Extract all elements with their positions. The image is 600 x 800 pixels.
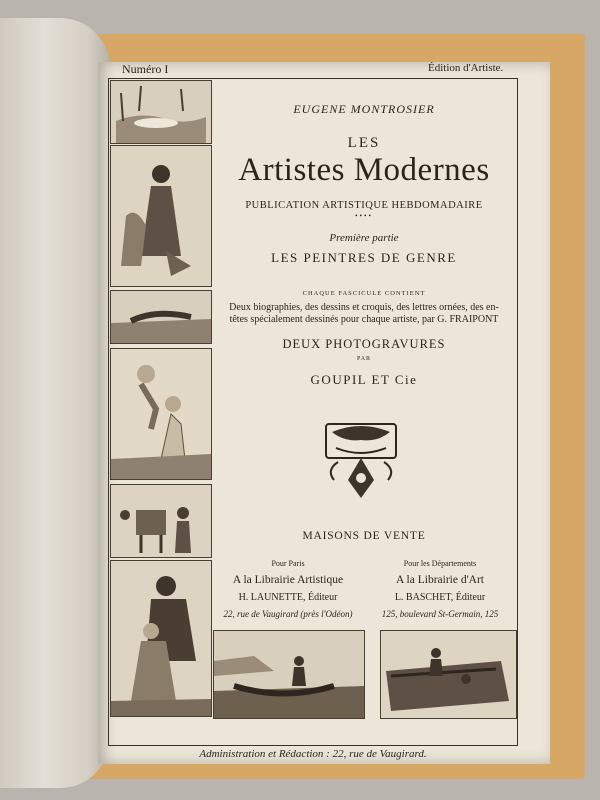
- illustration-donkey-scene: [110, 484, 212, 558]
- paris-editeur: H. LAUNETTE, Éditeur: [238, 592, 338, 603]
- illustration-rowing-scene: [213, 630, 365, 719]
- illustration-standing-woman: [110, 145, 212, 287]
- paris-librairie: A la Librairie Artistique: [232, 574, 344, 586]
- edition-label: Édition d'Artiste.: [428, 62, 504, 74]
- section-title: LES PEINTRES DE GENRE: [271, 250, 457, 265]
- author-name: EUGENE MONTROSIER: [293, 102, 435, 116]
- partie-label: Première partie: [329, 232, 399, 244]
- illustration-barge-scene: [380, 630, 517, 719]
- photogravures-label: DEUX PHOTOGRAVURES: [282, 337, 446, 351]
- departements-heading: Pour les Départements: [403, 559, 477, 568]
- small-ornament: ••••: [355, 212, 373, 220]
- maisons-heading: MAISONS DE VENTE: [302, 530, 426, 542]
- contient-label: CHAQUE FASCICULE CONTIENT: [302, 290, 426, 297]
- paris-address: 22, rue de Vaugirard (près l'Odéon): [223, 609, 353, 619]
- illustration-reclining-figure: [110, 80, 212, 144]
- par-label: PAR: [356, 356, 372, 362]
- decorative-ornament: [318, 418, 404, 504]
- footer-address: Administration et Rédaction : 22, rue de Vaugirard.: [199, 748, 427, 760]
- publisher-goupil: GOUPIL ET Cie: [310, 372, 418, 387]
- illustration-cupid-nude: [110, 348, 212, 480]
- departements-librairie: A la Librairie d'Art: [396, 574, 484, 586]
- issue-number: Numéro I: [122, 62, 169, 76]
- contents-description: Deux biographies, des dessins et croquis, des lettres ornées, des en-têtes spécialement dessinés pour chaque artiste, par G. FRAIPONT: [229, 302, 499, 325]
- left-page-edge: [0, 18, 110, 788]
- departements-editeur: L. BASCHET, Éditeur: [394, 592, 486, 603]
- departements-address: 125, boulevard St-Germain, 125: [381, 609, 499, 619]
- title-les: LES: [347, 135, 381, 151]
- illustration-seated-women: [110, 560, 212, 717]
- paris-heading: Pour Paris: [271, 559, 305, 568]
- illustration-lying-woman: [110, 290, 212, 344]
- subtitle: PUBLICATION ARTISTIQUE HEBDOMADAIRE: [245, 200, 483, 211]
- paris-sales-info: [213, 555, 363, 623]
- main-title: Artistes Modernes: [238, 152, 490, 188]
- departements-sales-info: [365, 555, 515, 623]
